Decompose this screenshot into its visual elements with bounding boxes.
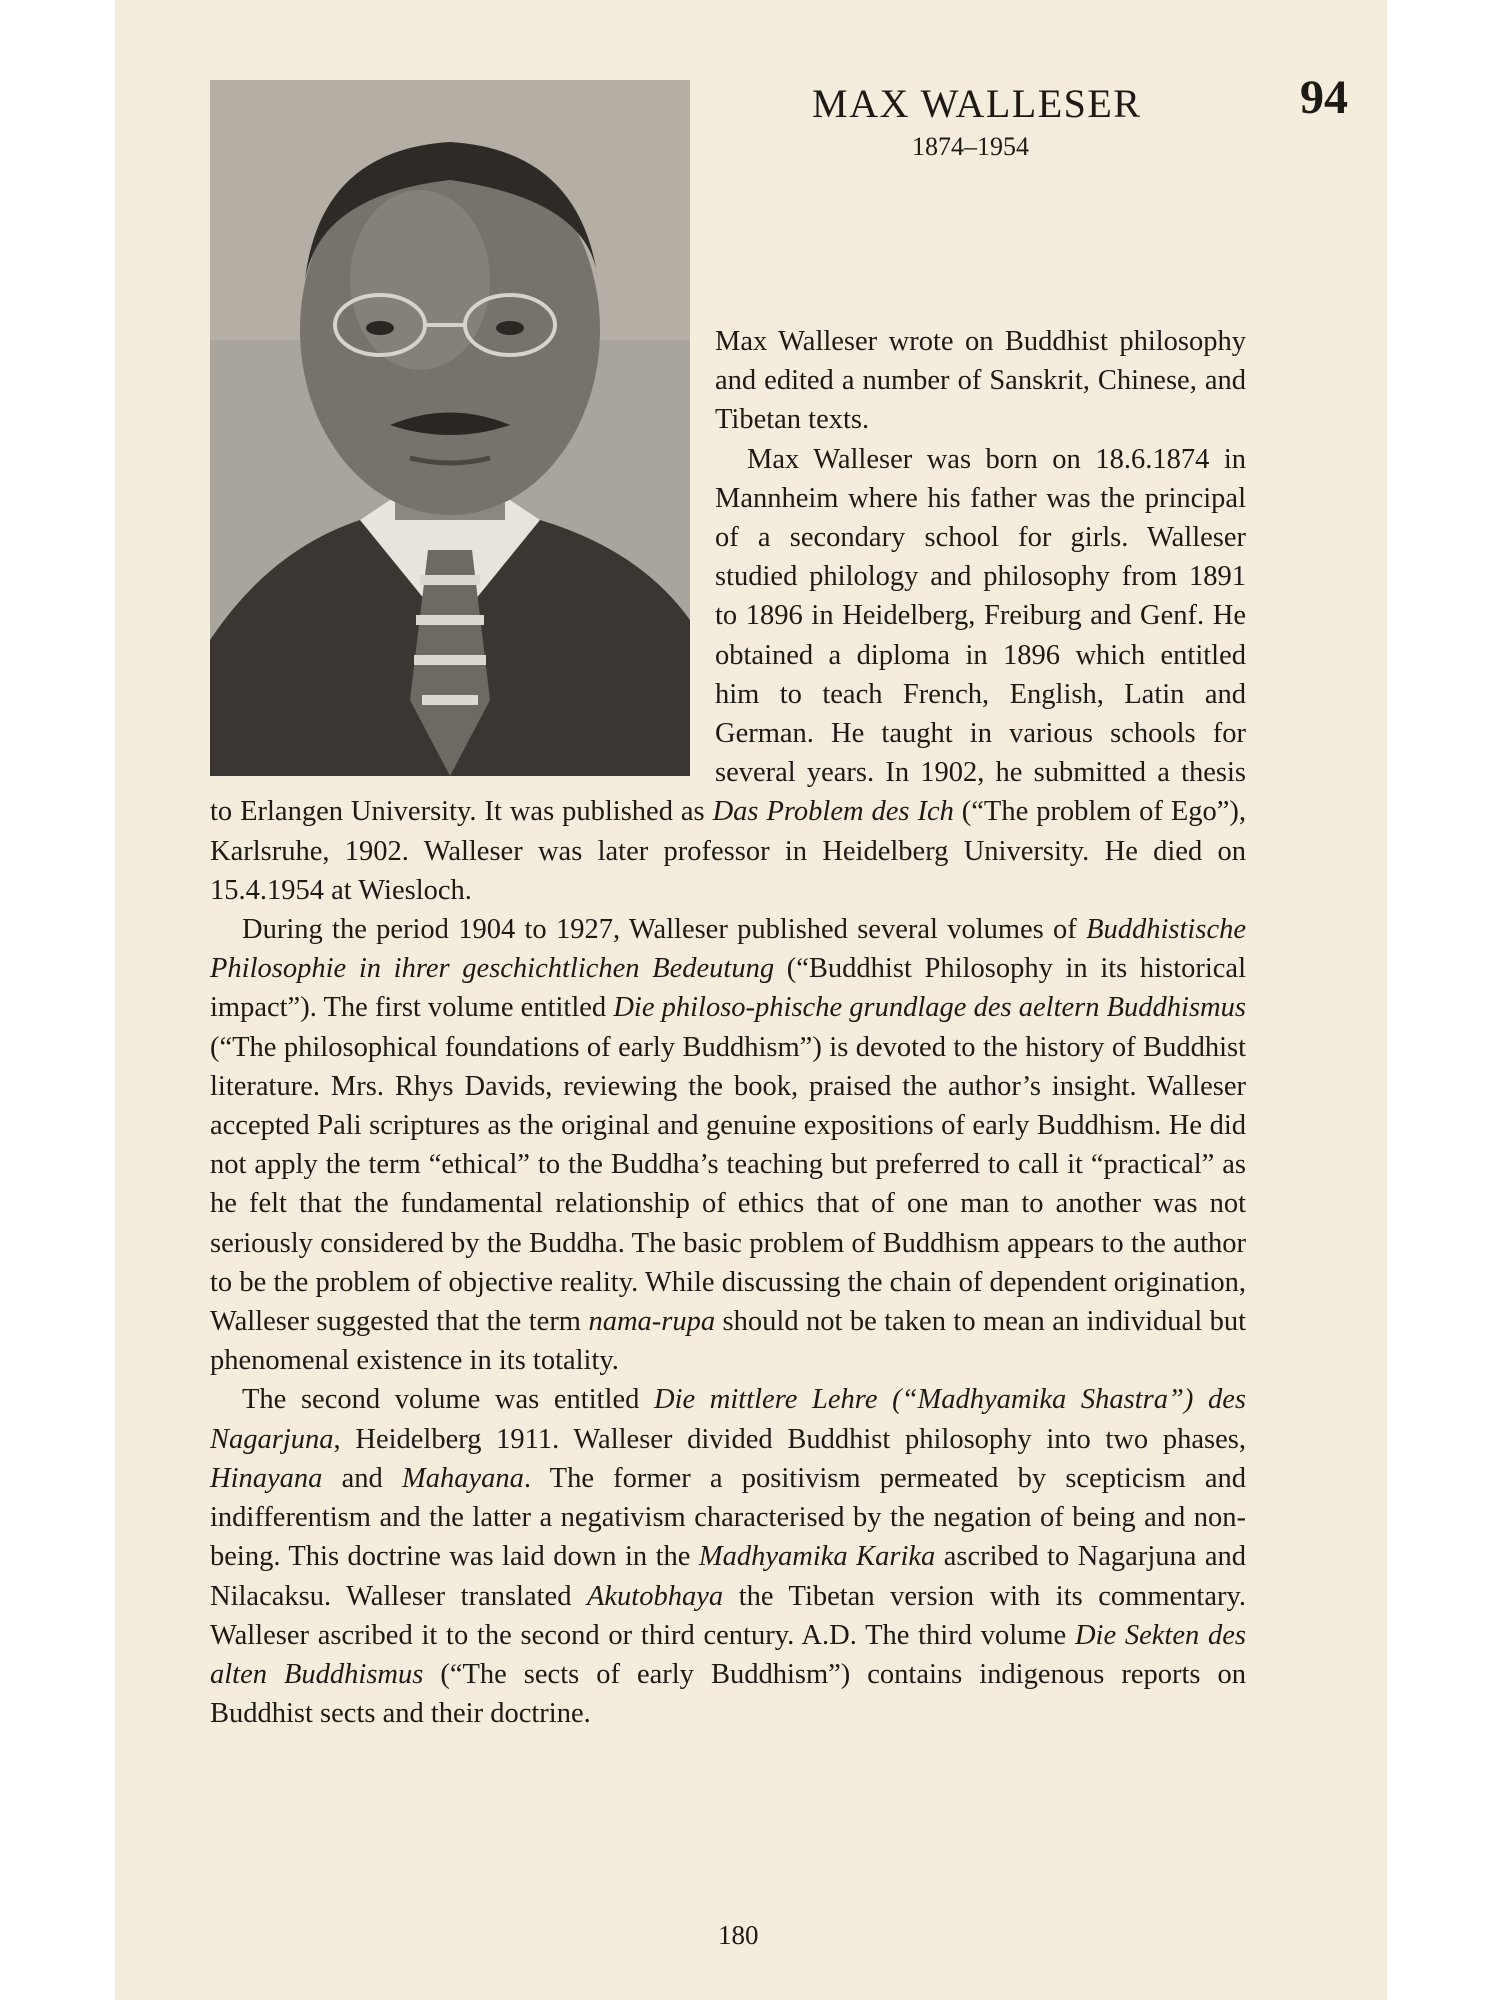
text-run: ascribed to Nagarjuna and Nilacaksu. Walleser translated — [210, 1541, 1246, 1612]
paragraph — [210, 1380, 1246, 1733]
text-run: the Tibetan version with its commentary. Walleser ascribed it to the second or third century. A.D. The third volume — [210, 1580, 1247, 1651]
italic-title: Das Problem des Ich — [712, 796, 954, 828]
page-number: 180 — [718, 1920, 759, 1950]
italic-title: Mahayana — [401, 1462, 524, 1494]
entry-dates: 1874–1954 — [912, 132, 1029, 161]
text-run: (“The sects of early Buddhism”) contains indigenous reports on Buddhist sects and their doctrine. — [210, 1658, 1246, 1730]
text-run: and — [322, 1462, 402, 1494]
text-run: Max Walleser was born on 18.6.1874 in Mannheim where his father was the principal of a secondary school for girls. Walleser studied philology and philosophy from 1891 to 1896 in Heidelberg, Freiburg and Genf. He obtained a diploma in 1896 which entitled him to teach French, English, Latin and German. He taught in various schools for several years. In 1902, he submitted a thesis to Erlangen University. It was published as — [210, 443, 1246, 828]
paragraph — [210, 910, 1246, 1380]
text-run: The second volume was entitled — [242, 1384, 654, 1416]
text-run: During the period 1904 to 1927, Walleser published several volumes of — [242, 914, 1087, 946]
italic-title: Buddhistische Philosophie in ihrer geschichtlichen Bedeutung — [210, 914, 1246, 985]
italic-title: Die philoso-phische grundlage des aeltern Buddhismus — [613, 992, 1246, 1024]
text-run: . The former a positivism permeated by scepticism and indifferentism and the latter a negativism characterised by the negation of being and non-being. This doctrine was laid down in the — [210, 1462, 1246, 1573]
photo-wrap-space — [210, 322, 715, 782]
text-run: , Heidelberg 1911. Walleser divided Buddhist philosophy into two phases, — [333, 1423, 1246, 1455]
italic-title: Akutobhaya — [587, 1580, 724, 1612]
text-run: Max Walleser wrote on Buddhist philosophy and edited a number of Sanskrit, Chinese, and Tibetan texts. — [715, 326, 1246, 436]
entry-title: MAX WALLESER — [812, 81, 1142, 126]
text-run: (“Buddhist Philosophy in its historical impact”). The first volume entitled — [210, 953, 1246, 1024]
entry-number: 94 — [1300, 71, 1348, 124]
italic-title: Die Sekten des alten Buddhismus — [210, 1619, 1246, 1690]
italic-title: Die mittlere Lehre (“Madhyamika Shastra”) des Nagarjuna — [210, 1384, 1246, 1455]
italic-title: Hinayana — [210, 1462, 323, 1494]
text-run: (“The problem of Ego”), Karlsruhe, 1902. Walleser was later professor in Heidelberg University. He died on 15.4.1954 at Wiesloch. — [210, 796, 1246, 906]
text-run: (“The philosophical foundations of early Buddhism”) is devoted to the history of Buddhist literature. Mrs. Rhys Davids, reviewing the book, praised the author’s insight. Walleser accepted Pali scriptures as the original and genuine expositions of early Buddhism. He did not apply the term “ethical” to the Buddha’s teaching but preferred to call it “practical” as he felt that the fundamental relationship of ethics that of one man to another was not seriously considered by the Buddha. The basic problem of Buddhism appears to the author to be the problem of objective reality. While discussing the chain of dependent origination, Walleser suggested that the term — [210, 1031, 1246, 1338]
article-body — [210, 322, 1246, 1733]
italic-title: Madhyamika Karika — [698, 1541, 936, 1573]
text-run: should not be taken to mean an individual but phenomenal existence in its totality. — [210, 1306, 1246, 1377]
italic-title: nama-rupa — [588, 1306, 716, 1338]
